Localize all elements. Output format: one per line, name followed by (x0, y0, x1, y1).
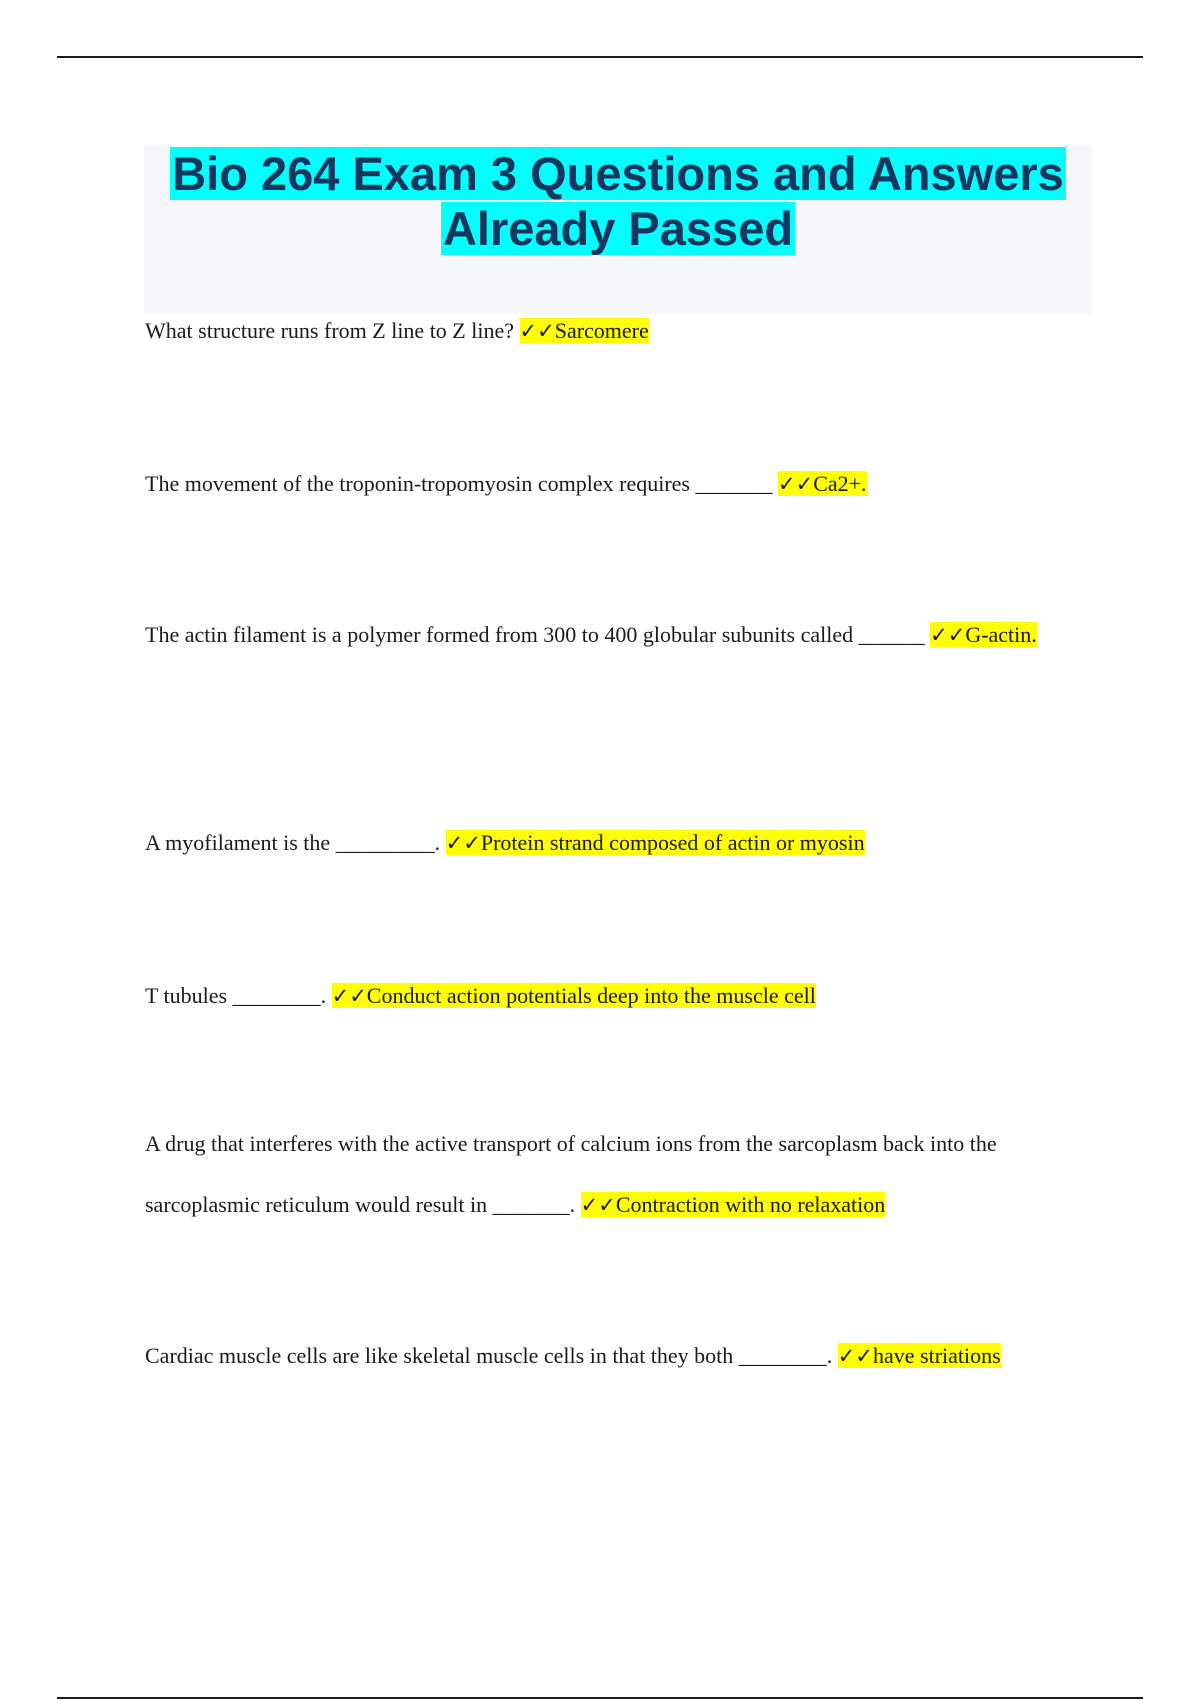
question-text: Cardiac muscle cells are like skeletal muscle cells in that they both ________. (145, 1343, 838, 1368)
qa-item-2 (145, 453, 1095, 515)
qa-item-4 (145, 812, 1095, 874)
answer-text: have striations (873, 1343, 1001, 1368)
question-text: A drug that interferes with the active transport of calcium ions from the sarcoplasm back into the sarcoplasmic reticulum would result in _______. (145, 1131, 997, 1217)
double-check-icon: ✓✓ (331, 984, 367, 1008)
double-check-icon: ✓✓ (580, 1193, 616, 1217)
answer-highlight (520, 318, 649, 343)
answer-highlight (446, 830, 865, 855)
qa-item-7 (145, 1325, 1095, 1387)
footer-rule (57, 1697, 1143, 1699)
question-text: The actin filament is a polymer formed from 300 to 400 globular subunits called ______ (145, 622, 931, 647)
answer-text: Conduct action potentials deep into the muscle cell (366, 983, 816, 1008)
qa-item-3 (145, 604, 1095, 666)
answer-text: G-actin. (965, 622, 1037, 647)
document-title (144, 146, 1092, 256)
header-rule (57, 56, 1143, 58)
qa-item-1 (145, 300, 1095, 362)
answer-text: Contraction with no relaxation (615, 1192, 886, 1217)
answer-highlight (581, 1192, 886, 1217)
question-text: What structure runs from Z line to Z line? (145, 318, 520, 343)
question-text: A myofilament is the _________. (145, 830, 446, 855)
answer-text: Protein strand composed of actin or myosin (480, 830, 865, 855)
answer-text: Sarcomere (554, 318, 649, 343)
double-check-icon: ✓✓ (837, 1344, 873, 1368)
title-line-2: Already Passed (442, 202, 794, 255)
title-line-1: Bio 264 Exam 3 Questions and Answers (172, 147, 1064, 200)
title-block (144, 146, 1092, 314)
double-check-icon: ✓✓ (445, 831, 481, 855)
answer-highlight (838, 1343, 1001, 1368)
answer-highlight (778, 471, 867, 496)
double-check-icon: ✓✓ (519, 319, 555, 343)
double-check-icon: ✓✓ (930, 623, 966, 647)
question-text: The movement of the troponin-tropomyosin complex requires _______ (145, 471, 778, 496)
answer-highlight (332, 983, 816, 1008)
qa-item-5 (145, 965, 1095, 1027)
question-text: T tubules ________. (145, 983, 332, 1008)
answer-highlight (930, 622, 1037, 647)
answer-text: Ca2+. (813, 471, 867, 496)
double-check-icon: ✓✓ (777, 472, 814, 496)
qa-item-6 (145, 1113, 1095, 1236)
